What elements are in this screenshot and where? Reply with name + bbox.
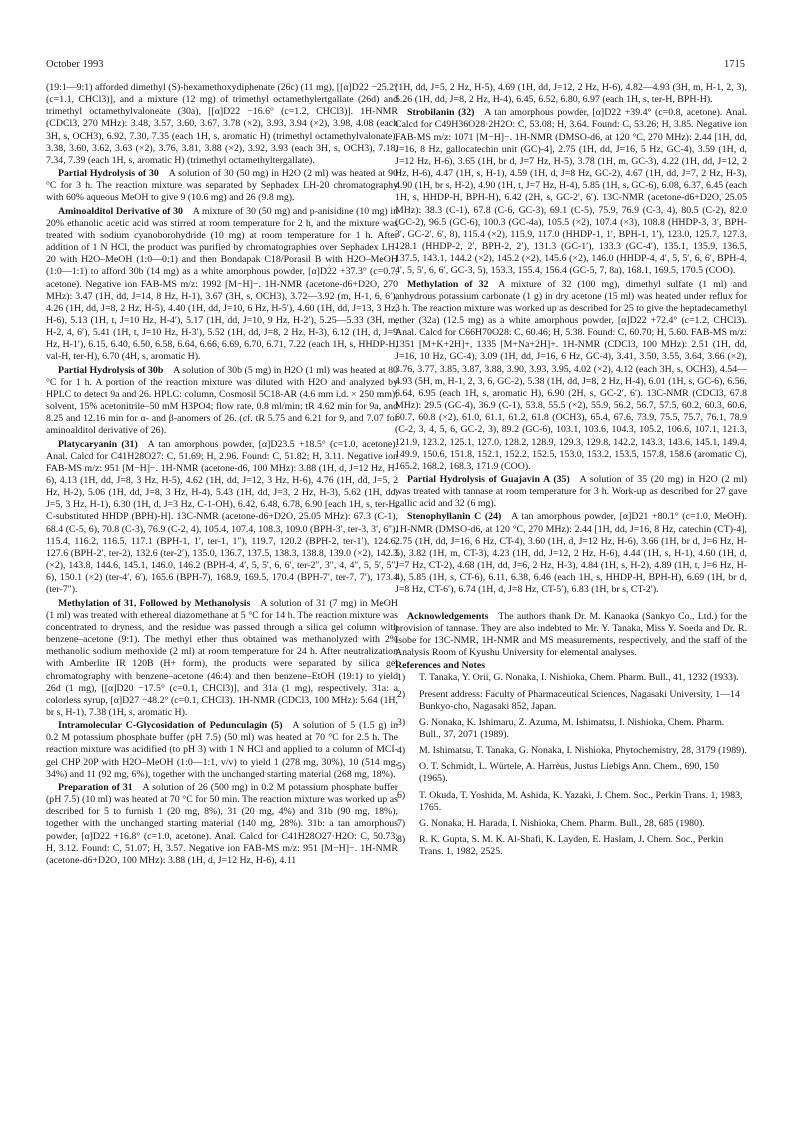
paragraph-text: A tan amorphous powder, [α]D22 +39.4° (c=0.8, acetone). Anal. Calcd for C49H36O28·2H2O: C, 53.08; H, 3.64. Found: C, 53.26; H, 3.85. Negative ion FAB-MS m/z: 1071 [M−H]−. 1H-NMR (DMSO-d6, at 120 °C, 270 MHz): 2.44 [1H, dd, J=16, 8 Hz, gallocatechin unit (GC)-4], 2.75 (1H, dd, J=16, 5 Hz, GC-4), 3.59 (1H, d, J=12 Hz, H-6), 3.65 (1H, br d, J=7 Hz, H-5), 3.78 (1H, m, GC-3), 4.22 (1H, dd, J=12, 2 Hz, H-6), 4.47 (1H, s, H-1), 4.59 (1H, d, J=8 Hz, GC-2), 4.67 (1H, dd, J=7, 2 Hz, H-3), 4.90 (1H, br s, H-2), 4.90 (1H, t, J=7 Hz, H-4), 5.85 (1H, s, GC-6), 6.08, 6.37, 6.45 (each 1H, s, HHDP-H, BPH-H), 6.42 (2H, s, GC-2′, 6′). 13C-NMR (acetone-d6+D2O, 25.05 MHz): 38.3 (C-1), 67.8 (C-6, GC-3), 69.1 (C-5), 75.9, 76.9 (C-3, 4), 80.5 (C-2), 82.0 (GC-2), 96.5 (GC-6), 100.3 (GC-4a), 105.5 (×2), 107.4 (×3), 108.8 (HHDP-3, 3′, BPH-3′, GC-2′, 6′, 8), 115.4 (×2), 115.9, 117.0 (HHDP-1, 1′, BPH-1, 1′), 123.0, 125.7, 127.3, 128.1 (HHDP-2, 2′, BPH-2, 2′), 131.3 (GC-1′), 133.3 (GC-4′), 135.1, 135.9, 136.5, 137.5, 143.1, 144.2 (×2), 145.2 (×2), 145.6 (×2), 146.0 (HHDP-4, 4′, 5, 5′, 6, 6′, BPH-4, 4′, 5, 5′, 6, 6′, GC-3, 5), 153.3, 155.4, 156.4 (GC-5, 7, 8a), 168.1, 169.5, 170.5 (COO).: [395, 107, 747, 277]
acknowledgements-text: The authors thank Dr. M. Kanaoka (Sankyo Co., Ltd.) for the provision of tannase. They are also indebted to Mr. Y. Tanaka, Miss Y. Soeda and Dr. R. Isobe for 13C-NMR, 1H-NMR and MS measurements, respectively, and the staff of the Analysis Room of Kyushu University for elemental analyses.: [395, 610, 747, 659]
paragraph-text: A tan amorphous powder, [α]D21 +80.1° (c=1.0, MeOH). 1H-NMR (DMSO-d6, at 120 °C, 270 MHz): 2.44 [1H, dd, J=16, 8 Hz, catechin (CT)-4], 2.75 (1H, dd, J=16, 6 Hz, CT-4), 3.60 (1H, d, J=12 Hz, H-6), 3.66 (1H, br d, J=6 Hz, H-5), 3.82 (1H, m, CT-3), 4.23 (1H, dd, J=12, 2 Hz, H-6), 4.44 (1H, s, H-1), 4.60 (1H, d, J=7 Hz, CT-2), 4.68 (1H, dd, J=6, 2 Hz, H-3), 4.84 (1H, s, H-2), 4.89 (1H, t, J=6 Hz, H-4), 5.85 (1H, s, CT-6), 6.11, 6.38, 6.46 (each 1H, s, HHDP-H, BPH-H), 6.69 (1H, br d, J=8 Hz, CT-6′), 6.74 (1H, d, J=8 Hz, CT-5′), 6.83 (1H, br s, CT-2′).: [395, 511, 747, 596]
reference-list: [395, 672, 747, 858]
paragraph-partial-hydrolysis-30: [46, 168, 398, 204]
paragraph-heading: Strobilanin (32): [407, 107, 475, 119]
paragraph-methylation-32: [395, 279, 747, 474]
reference-text: G. Nonaka, H. Harada, I. Nishioka, Chem. Pharm. Bull., 28, 685 (1980).: [419, 817, 705, 829]
paragraph-heading: Stenophyllanin C (24): [407, 511, 502, 523]
reference-number: 6): [397, 789, 406, 801]
reference-number: 5): [397, 761, 406, 773]
reference-number: 3): [397, 716, 406, 728]
paragraph-text: A tan amorphous powder, [α]D23.5 +18.5° (c=1.0, acetone). Anal. Calcd for C41H28O27: C, 51.69; H, 2.96. Found: C, 51.82; H, 3.11. Negative ion FAB-MS m/z: 951 [M−H]−. 1H-NMR (acetone-d6, 100 MHz): 3.88 (1H, d, J=12 Hz, H-6), 4.13 (1H, dd, J=8, 3 Hz, H-5), 4.62 (1H, dd, J=12, 3 Hz, H-6), 4.76 (1H, dd, J=5, 2 Hz, H-2), 5.06 (1H, dd, J=8, 3 Hz, H-4), 5.43 (1H, dd, J=3, 2 Hz, H-3), 5.62 (1H, dd, J=5, 3 Hz, H-1), 6.30 (1H, d, J=3 Hz, C-1-OH), 6.42, 6.48, 6.78, 6.90 [each 1H, s, ter-H, C-substituted HHDP (BPH)-H]. 13C-NMR (acetone-d6+D2O, 25.05 MHz): 67.3 (C-1), 68.4 (C-5, 6), 70.8 (C-3), 76.9 (C-2, 4), 105.4, 107.4, 108.3, 109.0 (BPH-3′, ter-3, 3′, 6″), 115.4, 116.2, 116.5, 117.1 (BPH-1, 1′, ter-1, 1″), 119.7, 120.2 (BPH-2, ter-1′), 124.6, 127.6 (BPH-2′, ter-2), 132.6 (ter-2′), 135.0, 136.7, 137.5, 138.3, 138.8, 139.0 (×2), 142.3 (×2), 143.8, 144.6, 145.1, 146.0, 146.2 (BPH-4, 4′, 5, 5′, 6, 6′, ter-2″, 3″, 4, 4″, 5, 5′, 5″, 6), 150.1 (×2) (ter-4′, 6′), 165.6 (BPH-7), 168.9, 169.5, 170.4 (BPH-7′, ter-7, 7′), 173.4 (ter-7″).: [46, 438, 398, 596]
reference-number: 7): [397, 817, 406, 829]
paragraph-methylation-31: [46, 598, 398, 720]
paragraph-heading: Partial Hydrolysis of 30b: [58, 364, 164, 376]
paragraph-text: A solution of 5 (1.5 g) in 0.2 M potassium phosphate buffer (pH 7.5) (50 ml) was heated at 70 °C for 2.5 h. The reaction mixture was acidified (to pH 3) with 1 N HCl and applied to a column of MCI-gel CHP 20P with H2O–MeOH (1:0—1:1, v/v) to yield 1 (278 mg, 30%), 10 (514 mg, 34%) and 11 (92 mg, 6%), together with the unchanged starting material (268 mg, 18%).: [46, 720, 398, 780]
references-heading: References and Notes: [395, 660, 486, 672]
paragraph-platycaryanin: [46, 439, 398, 597]
paragraph-guajavin-hydrolysis: [395, 474, 747, 510]
paragraph-text: A solution of 35 (20 mg) in H2O (2 ml) was treated with tannase at room temperature for 3 h. Work-up as described for 27 gave gallic acid and 32 (6 mg).: [395, 474, 747, 510]
paragraph-aminoalditol-30: [46, 206, 398, 364]
paragraph-text: A solution of 30b (5 mg) in H2O (1 ml) was heated at 80 °C for 1 h. A portion of the reaction mixture was diluted with H2O and analyzed by HPLC to detect 9a and 26. HPLC: column, Cosmosil 5C18-AR (4.6 mm i.d. × 250 mm); solvent, 15% acetonitrile–50 mM H3PO4; flow rate, 0.8 ml/min; tR 4.62 min for 9a, and 8.25 and 12.16 min for α- and β-anomers of 26. (cf. tR 5.75 and 6.21 for 9, and 7.07 for aminoalditol derivative of 26).: [46, 364, 398, 437]
paragraph-preparation-31: [46, 782, 398, 867]
reference-text: G. Nonaka, K. Ishimaru, Z. Azuma, M. Ishimatsu, I. Nishioka, Chem. Pharm. Bull., 37, 2071 (1989).: [419, 716, 725, 740]
reference-number: 2): [397, 688, 406, 700]
paragraph-heading: Partial Hydrolysis of 30: [58, 168, 159, 180]
reference-number: 1): [397, 672, 406, 684]
reference-text: T. Tanaka, Y. Orii, G. Nonaka, I. Nishioka, Chem. Pharm. Bull., 41, 1232 (1933).: [419, 672, 739, 684]
reference-item: [395, 717, 747, 741]
paragraph-strobilanin: [395, 107, 747, 277]
reference-text: M. Ishimatsu, T. Tanaka, G. Nonaka, I. Nishioka, Phytochemistry, 28, 3179 (1989).: [419, 745, 747, 757]
paragraph-heading: Intramolecular C-Glycosidation of Pedunculagin (5): [58, 720, 283, 732]
right-column: [395, 82, 747, 862]
paragraph-continuation: [46, 82, 398, 167]
reference-item: [395, 761, 747, 785]
reference-number: 8): [397, 834, 406, 846]
paragraph-stenophyllanin: [395, 511, 747, 596]
paragraph-text: A solution of 30 (50 mg) in H2O (2 ml) was heated at 90 °C for 3 h. The reaction mixture was separated by Sephadex LH-20 chromatography with 60% aqueous MeOH to give 9 (10.6 mg) and 26 (9.8 mg).: [46, 168, 398, 204]
acknowledgements-heading: Acknowledgements: [407, 610, 489, 622]
reference-text: Present address: Faculty of Pharmaceutical Sciences, Nagasaki University, 1—14 Bunkyo-cho, Nagasaki 852, Japan.: [419, 688, 740, 712]
paragraph-heading: Methylation of 31, Followed by Methanolysis: [58, 597, 251, 609]
left-column: [46, 82, 398, 867]
paragraph-text: A mixture of 32 (100 mg), dimethyl sulfate (1 ml) and anhydrous potassium carbonate (1 g) in dry acetone (15 ml) was heated under reflux for 3 h. The reaction mixture was worked up as described for 25 to give the heptadecamethyl ether (32a) (12.5 mg) as a white amorphous powder, [α]D22 +72.4° (c=1.2, CHCl3). Anal. Calcd for C66H70O28: C, 60.46; H, 5.38. Found: C, 60.70; H, 5.60. FAB-MS m/z: 1351 [M+K+2H]+, 1335 [M+Na+2H]+. 1H-NMR (CDCl3, 100 MHz): 2.51 (1H, dd, J=16, 10 Hz, GC-4), 3.09 (1H, dd, J=16, 6 Hz, GC-4), 3.41, 3.50, 3.55, 3.64, 3.66 (×2), 3.76, 3.77, 3.85, 3.87, 3.88, 3.90, 3.93, 3.95, 4.02 (×2), 4.12 (each 3H, s, OCH3), 4.54—4.93 (5H, m, H-1, 2, 3, 6, GC-2), 5.38 (1H, dd, J=8, 2 Hz, H-4), 6.01 (1H, s, GC-6), 6.56, 6.64, 6.95 (each 1H, s, aromatic H), 6.90 (2H, s, GC-2′, 6′). 13C-NMR (CDCl3, 67.8 MHz): 29.5 (GC-4), 36.9 (C-1), 53.8, 55.5 (×2), 55.9, 56.2, 56.7, 57.5, 60.2, 60.3, 60.6, 60.7, 60.8 (×2), 61.0, 61.1, 61.2, 61.8 (OCH3), 65.4, 67.6, 73.9, 75.5, 75.7, 76.1, 78.9 (C-2, 3, 4, 5, 6, GC-2, 3), 89.2 (GC-6), 103.1, 103.6, 104.3, 105.2, 106.6, 107.1, 121.3, 121.9, 123.2, 125.1, 127.0, 128.2, 128.9, 129.3, 129.8, 142.2, 143.3, 143.6, 145.1, 149.4, 149.9, 150.6, 151.8, 152.1, 152.2, 152.5, 153.0, 153.2, 153.5, 157.8, 158.6 (aromatic C), 165.2, 168.2, 168.3, 171.9 (COO).: [395, 278, 748, 472]
paragraph-c-glycosidation: [46, 720, 398, 781]
paragraph-text: (19:1—9:1) afforded dimethyl (S)-hexamethoxydiphenate (26c) (11 mg), [[α]D22 −25.2° (c=1.1, CHCl3)], and a mixture (12 mg) of trimethyl octamethylertgallate (26d) and trimethyl octamethylvaloneate (30a), [[α]D22 −16.6° (c=1.2, CHCl3)]. 1H-NMR (CDCl3, 270 MHz): 3.48, 3.57, 3.60, 3.67, 3.78 (×2), 3.93, 3.94 (×2), 3.98, 4.08 (each 3H, s, OCH3), 6.92, 7.30, 7.35 (each 1H, s, aromatic H) (trimethyl octamethylvalonate), 3.38, 3.60, 3.62, 3.63 (×2), 3.76, 3.81, 3.88 (×2), 3.92, 3.93 (each 3H, s, OCH3), 7.18, 7.34, 7.39 (each 1H, s, aromatic H) (trimethyl octamethyltergallate).: [46, 82, 398, 166]
acknowledgements: [395, 611, 747, 660]
reference-item: [395, 672, 747, 684]
paragraph-heading: Partial Hydrolysis of Guajavin A (35): [407, 474, 570, 485]
reference-text: O. T. Schmidt, L. Würtele, A. Harrèus, Justus Liebigs Ann. Chem., 690, 150 (1965).: [419, 761, 719, 785]
reference-item: [395, 745, 747, 757]
reference-item: [395, 834, 747, 858]
reference-text: T. Okuda, T. Yoshida, M. Ashida, K. Yazaki, J. Chem. Soc., Perkin Trans. 1, 1983, 1765.: [419, 789, 743, 813]
paragraph-text: A solution of 31 (7 mg) in MeOH (1 ml) was treated with ethereal diazomethane at 5 °C for 14 h. The reaction mixture was concentrated to dryness, and the residue was passed through a silica gel column with benzene–acetone (9:1). The methyl ether thus obtained was methanolyzed with 2% methanolic sodium methoxide (2 ml) at room temperature for 24 h. After neutralization with Amberlite IR 120B (H+ form), the products were separated by silica gel chromatography with benzene–acetone (46:4) and then benzene–EtOH (19:1) to yield 26d (1 mg), [[α]D20 −17.5° (c=0.1, CHCl3)], and 31a (1 mg), respectively. 31a: a colorless syrup, [α]D27 −48.2° (c=0.1, CHCl3). 1H-NMR (CDCl3, 100 MHz): 5.64 (1H, br s, H-1), 7.38 (1H, s, aromatic H).: [46, 597, 398, 718]
paragraph-text: A solution of 26 (500 mg) in 0.2 M potassium phosphate buffer (pH 7.5) (10 ml) was heated at 70 °C for 50 min. The reaction mixture was worked up as described for 5 to furnish 1 (20 mg, 8%), 31 (20 mg, 4%) and 31b (90 mg, 18%), together with the unchanged starting material (140 mg, 28%). 31b: a tan amorphous powder, [α]D22 +16.8° (c=1.0, acetone). Anal. Calcd for C41H28O27·H2O: C, 50.73; H, 3.12. Found: C, 51.07; H, 3.57. Negative ion FAB-MS m/z: 951 [M−H]−. 1H-NMR (acetone-d6+D2O, 100 MHz): 3.88 (1H, d, J=12 Hz, H-6), 4.11: [46, 781, 398, 866]
page-number: 1715: [724, 59, 745, 70]
paragraph-text: A mixture of 30 (50 mg) and p-anisidine (10 mg) in 20% ethanolic acetic acid was stirred at room temperature for 2 h, and the mixture was treated with sodium cyanoborohydride (10 mg) at room temperature for 1 h. After addition of 1 N HCl, the product was purified by chromatographies over Sephadex LH-20 with H2O–MeOH (1:0—0:1) and then Bondapak C18/Porasil B with H2O–MeOH (1:0—1:1) to afford 30b (14 mg) as a white amorphous powder, [α]D22 +37.3° (c=0.7, acetone). Negative ion FAB-MS m/z: 1992 [M−H]−. 1H-NMR (acetone-d6+D2O, 270 MHz): 3.47 (1H, dd, J=14, 8 Hz, H-1), 3.67 (3H, s, OCH3), 3.72—3.92 (m, H-1, 6, 6′), 4.26 (1H, dd, J=8, 2 Hz, H-5), 4.40 (1H, dd, J=10, 6 Hz, H-5′), 4.60 (1H, dd, J=13, 3 Hz, H-6), 5.13 (1H, t, J=10 Hz, H-4′), 5.17 (1H, dd, J=10, 9 Hz, H-2′), 5.25—5.33 (3H, m, H-2, 4, 6′), 5.41 (1H, t, J=10 Hz, H-3′), 5.52 (1H, dd, J=8, 2 Hz, H-3), 6.12 (1H, d, J=9 Hz, H-1′), 6.15, 6.40, 6.50, 6.58, 6.64, 6.66, 6.69, 6.70, 6.71, 7.22 (each 1H, s, HHDP-H, val-H, ter-H), 6.70 (4H, s, aromatic H).: [46, 205, 399, 363]
paragraph-partial-hydrolysis-30b: [46, 365, 398, 438]
reference-item: [395, 790, 747, 814]
reference-number: 4): [397, 745, 406, 757]
reference-item: [395, 689, 747, 713]
paragraph-text: (1H, dd, J=5, 2 Hz, H-5), 4.69 (1H, dd, J=12, 2 Hz, H-6), 4.82—4.93 (3H, m, H-1, 2, 3), 5.26 (1H, dd, J=8, 2 Hz, H-4), 6.45, 6.52, 6.80, 6.97 (each 1H, s, ter-H, BPH-H).: [395, 82, 747, 106]
reference-item: [395, 818, 747, 830]
paragraph-continuation: [395, 82, 747, 106]
reference-text: R. K. Gupta, S. M. K. Al-Shafi, K. Layden, E. Haslam, J. Chem. Soc., Perkin Trans. 1, 1982, 2525.: [419, 834, 724, 858]
paragraph-heading: Aminoalditol Derivative of 30: [58, 205, 183, 217]
paragraph-heading: Methylation of 32: [407, 278, 489, 290]
paragraph-heading: Preparation of 31: [58, 781, 133, 793]
paragraph-heading: Platycaryanin (31): [58, 438, 138, 450]
running-header-date: October 1993: [46, 59, 104, 70]
